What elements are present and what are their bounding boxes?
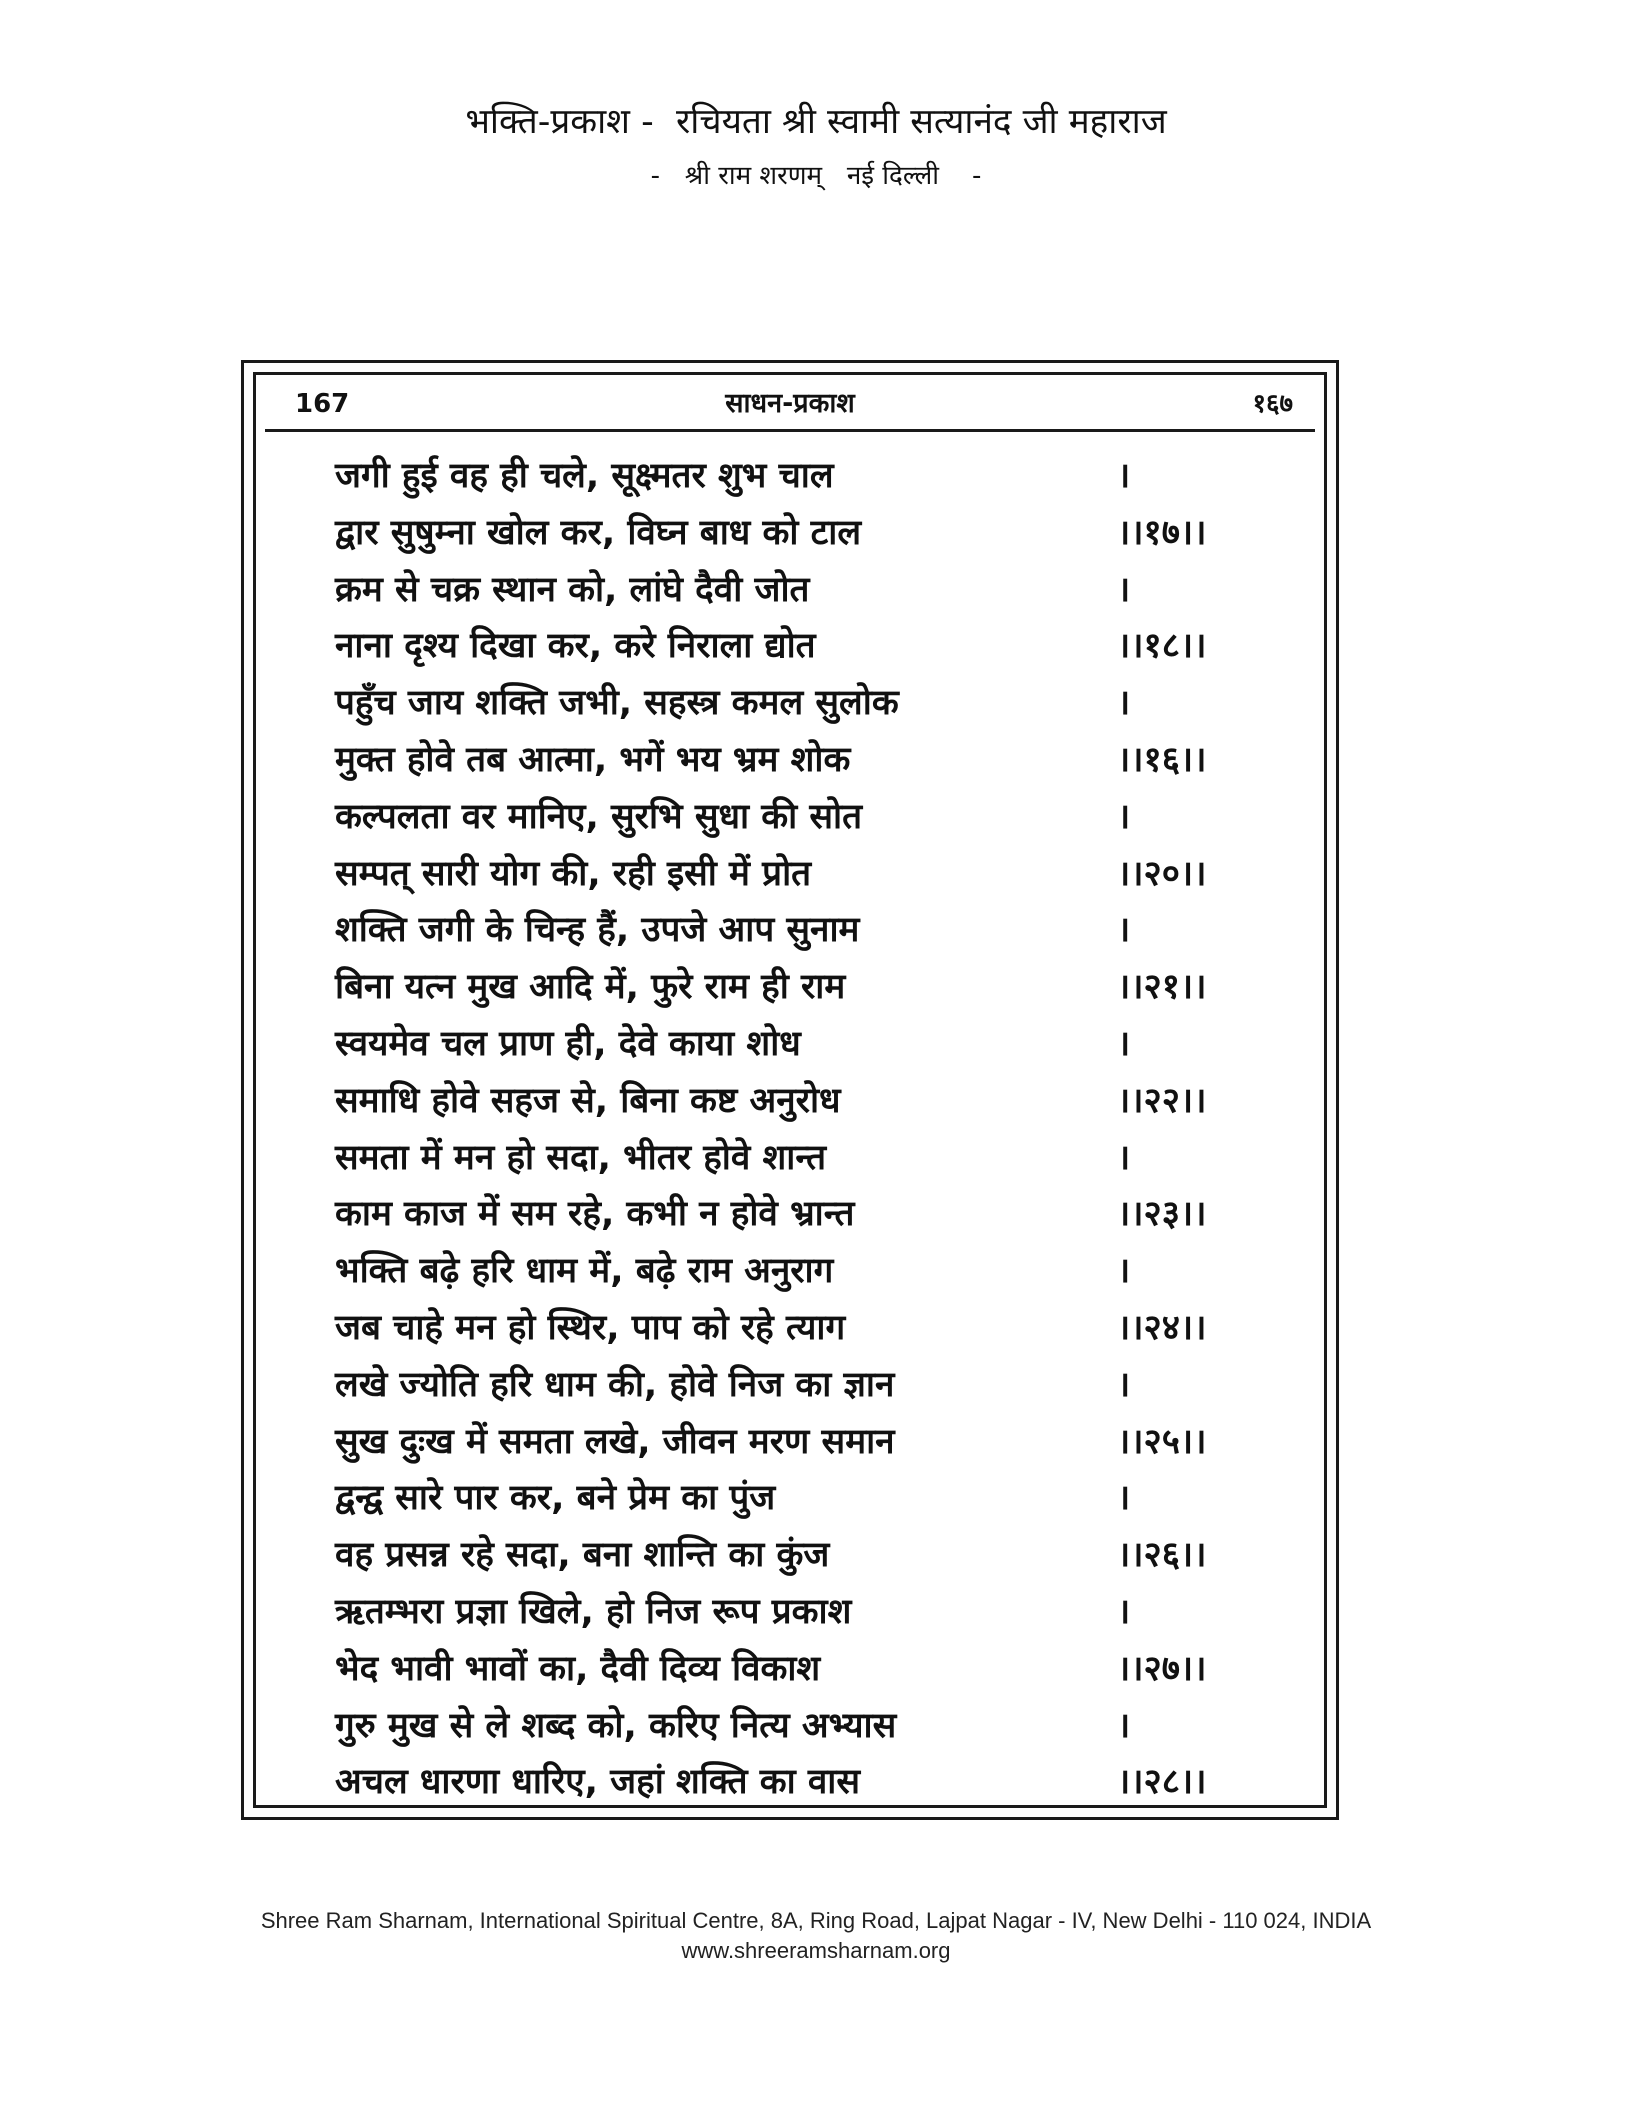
verse-line xyxy=(335,1186,1275,1243)
page-number-left: 167 xyxy=(295,389,350,419)
verse-list xyxy=(335,448,1275,1811)
verse-mark: । xyxy=(1117,1478,1131,1519)
verse-text: वह प्रसन्न रहे सदा, बना शान्ति का कुंज xyxy=(335,1535,830,1576)
verse-mark: ।।२१।। xyxy=(1117,967,1207,1008)
verse-mark: ।।२०।। xyxy=(1117,853,1207,894)
verse-text: ऋतम्भरा प्रज्ञा खिले, हो निज रूप प्रकाश xyxy=(335,1591,852,1632)
verse-line xyxy=(335,902,1275,959)
book-title: भक्ति-प्रकाश - रचियता श्री स्वामी सत्यानंद जी महाराज xyxy=(465,102,1167,142)
verse-mark: । xyxy=(1117,1364,1131,1405)
verse-mark: । xyxy=(1117,1023,1131,1064)
verse-text: मुक्त होवे तब आत्मा, भगें भय भ्रम शोक xyxy=(335,739,851,780)
footer-address: Shree Ram Sharnam, International Spiritual Centre, 8A, Ring Road, Lajpat Nagar - IV, New Delhi - 110 024, INDIA xyxy=(260,1908,1372,1933)
running-head xyxy=(265,380,1315,432)
verse-line xyxy=(335,1243,1275,1300)
page-header xyxy=(0,98,1632,196)
verse-mark: ।।२८।। xyxy=(1117,1762,1207,1803)
verse-text: भक्ति बढ़े हरि धाम में, बढ़े राम अनुराग xyxy=(335,1251,834,1292)
verse-line xyxy=(335,846,1275,903)
verse-text: समाधि होवे सहज से, बिना कष्ट अनुरोध xyxy=(335,1080,841,1121)
verse-mark: ।।१८।। xyxy=(1117,626,1207,667)
verse-text: जब चाहे मन हो स्थिर, पाप को रहे त्याग xyxy=(335,1307,846,1348)
verse-text: सम्पत् सारी योग की, रही इसी में प्रोत xyxy=(335,853,812,894)
verse-line xyxy=(335,1073,1275,1130)
verse-text: नाना दृश्य दिखा कर, करे निराला द्योत xyxy=(335,626,816,667)
verse-mark: ।।१६।। xyxy=(1117,739,1207,780)
verse-line xyxy=(335,1641,1275,1698)
verse-mark: ।।२६।। xyxy=(1117,1535,1207,1576)
verse-text: जगी हुई वह ही चले, सूक्ष्मतर शुभ चाल xyxy=(335,456,834,496)
verse-text: अचल धारणा धारिए, जहां शक्ति का वास xyxy=(335,1762,861,1803)
verse-line xyxy=(335,505,1275,562)
verse-mark: ।।२५।। xyxy=(1117,1421,1207,1462)
section-title: साधन-प्रकाश xyxy=(725,388,855,419)
verse-line xyxy=(335,1016,1275,1073)
verse-mark: । xyxy=(1117,796,1131,837)
verse-mark: ।।२७।। xyxy=(1117,1648,1207,1689)
verse-mark: । xyxy=(1117,1591,1131,1632)
verse-mark: ।।२२।। xyxy=(1117,1080,1207,1121)
verse-line xyxy=(335,789,1275,846)
publisher-line: - श्री राम शरणम् नई दिल्ली - xyxy=(650,161,982,191)
verse-line xyxy=(335,1130,1275,1187)
footer-website: www.shreeramsharnam.org xyxy=(681,1938,951,1963)
verse-text: बिना यत्न मुख आदि में, फुरे राम ही राम xyxy=(335,967,846,1008)
page-number-right: १६७ xyxy=(1252,389,1293,419)
verse-text: शक्ति जगी के चिन्ह हैं, उपजे आप सुनाम xyxy=(335,910,860,951)
verse-mark: । xyxy=(1117,456,1131,496)
verse-mark: । xyxy=(1117,683,1131,724)
verse-text: द्वन्द्व सारे पार कर, बने प्रेम का पुंज xyxy=(335,1478,776,1519)
verse-mark: । xyxy=(1117,1137,1131,1178)
verse-line xyxy=(335,732,1275,789)
verse-text: लखे ज्योति हरि धाम की, होवे निज का ज्ञान xyxy=(335,1364,895,1405)
verse-text: गुरु मुख से ले शब्द को, करिए नित्य अभ्यास xyxy=(335,1705,897,1746)
verse-line xyxy=(335,1698,1275,1755)
verse-line xyxy=(335,1527,1275,1584)
verse-line xyxy=(335,675,1275,732)
verse-text: भेद भावी भावों का, दैवी दिव्य विकाश xyxy=(335,1648,821,1689)
verse-line xyxy=(335,448,1275,505)
verse-line xyxy=(335,1414,1275,1471)
verse-line xyxy=(335,1584,1275,1641)
verse-text: क्रम से चक्र स्थान को, लांघे दैवी जोत xyxy=(335,569,810,610)
verse-mark: । xyxy=(1117,910,1131,951)
verse-mark: । xyxy=(1117,569,1131,610)
verse-text: सुख दुःख में समता लखे, जीवन मरण समान xyxy=(335,1421,895,1462)
verse-line xyxy=(335,959,1275,1016)
verse-line xyxy=(335,1300,1275,1357)
verse-text: समता में मन हो सदा, भीतर होवे शान्त xyxy=(335,1137,827,1178)
verse-text: काम काज में सम रहे, कभी न होवे भ्रान्त xyxy=(335,1194,855,1235)
verse-mark: । xyxy=(1117,1705,1131,1746)
verse-text: द्वार सुषुम्ना खोल कर, विघ्न बाध को टाल xyxy=(335,512,862,553)
verse-text: पहुँच जाय शक्ति जभी, सहस्त्र कमल सुलोक xyxy=(335,683,899,724)
verse-text: स्वयमेव चल प्राण ही, देवे काया शोध xyxy=(335,1023,801,1064)
verse-line xyxy=(335,1754,1275,1811)
verse-line xyxy=(335,1357,1275,1414)
page-footer xyxy=(0,1906,1632,1966)
verse-mark: । xyxy=(1117,1251,1131,1292)
verse-line xyxy=(335,1470,1275,1527)
verse-mark: ।।२४।। xyxy=(1117,1307,1207,1348)
verse-mark: ।।१७।। xyxy=(1117,512,1207,553)
verse-mark: ।।२३।। xyxy=(1117,1194,1207,1235)
verse-line xyxy=(335,618,1275,675)
verse-line xyxy=(335,562,1275,619)
verse-text: कल्पलता वर मानिए, सुरभि सुधा की सोत xyxy=(335,796,863,837)
